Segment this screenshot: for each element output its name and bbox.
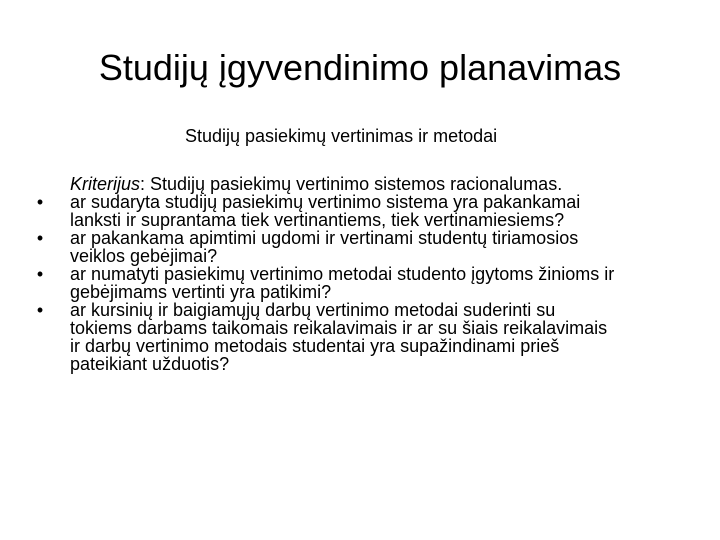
bullet-item xyxy=(30,301,690,373)
slide-body xyxy=(30,175,690,373)
bullet-item xyxy=(30,265,690,301)
bullet-dot-icon: • xyxy=(36,192,44,212)
bullet-item xyxy=(30,193,690,229)
bullet-list xyxy=(30,193,690,373)
bullet-item xyxy=(30,229,690,265)
slide-title: Studijų įgyvendinimo planavimas xyxy=(98,47,622,88)
bullet-text-line: veiklos gebėjimai? xyxy=(70,246,218,266)
bullet-text-line: lanksti ir suprantama tiek vertinantiems, tiek vertinamiesiems? xyxy=(70,210,565,230)
bullet-text-line: ar kursinių ir baigiamųjų darbų vertinimo metodai suderinti su xyxy=(70,300,556,320)
criteria-label: Kriterijus xyxy=(70,174,141,194)
criteria-line xyxy=(70,175,690,193)
bullet-text-line: ar numatyti pasiekimų vertinimo metodai studento įgytoms žinioms ir xyxy=(70,264,615,284)
bullet-dot-icon: • xyxy=(36,300,44,320)
bullet-text-line: ir darbų vertinimo metodais studentai yra supažindinami prieš xyxy=(70,336,560,356)
bullet-text-line: pateikiant užduotis? xyxy=(70,354,230,374)
bullet-dot-icon: • xyxy=(36,264,44,284)
bullet-text-line: ar sudaryta studijų pasiekimų vertinimo sistema yra pakankamai xyxy=(70,192,581,212)
bullet-text-line: ar pakankama apimtimi ugdomi ir vertinami studentų tiriamosios xyxy=(70,228,579,248)
bullet-dot-icon: • xyxy=(36,228,44,248)
criteria-text: Studijų pasiekimų vertinimo sistemos racionalumas. xyxy=(145,174,563,194)
slide-subtitle: Studijų pasiekimų vertinimas ir metodai xyxy=(185,126,498,146)
bullet-text-line: tokiems darbams taikomais reikalavimais ir ar su šiais reikalavimais xyxy=(70,318,608,338)
criteria-separator: : xyxy=(140,174,146,194)
bullet-text-line: gebėjimams vertinti yra patikimi? xyxy=(70,282,332,302)
